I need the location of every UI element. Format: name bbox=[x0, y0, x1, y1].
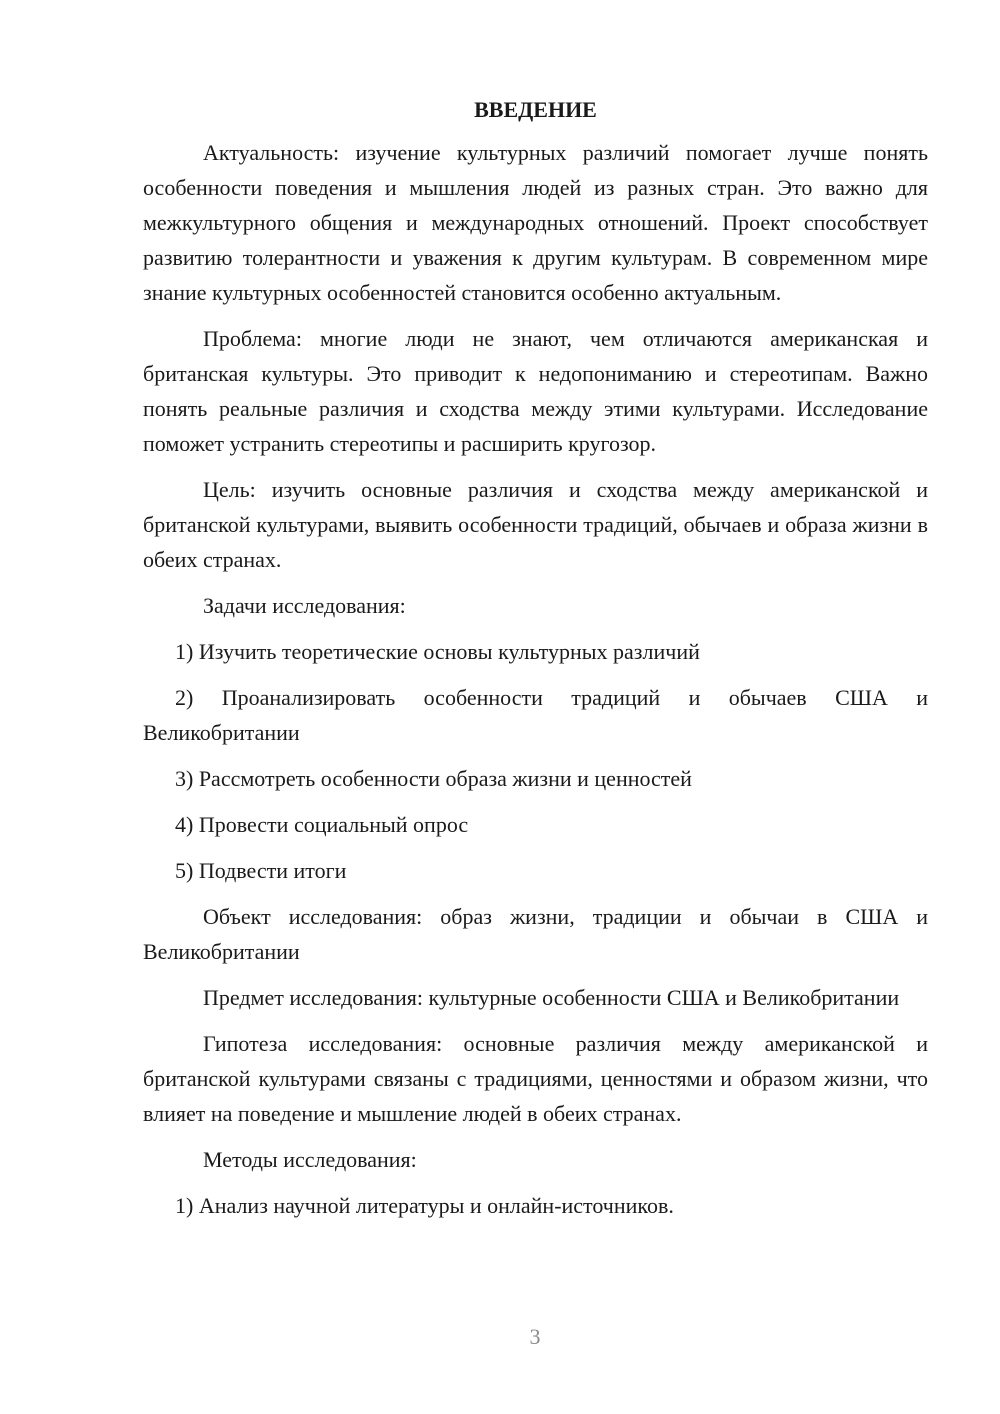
document-page bbox=[143, 92, 928, 1234]
paragraph-subject: Предмет исследования: культурные особенности США и Великобритании bbox=[203, 985, 900, 1010]
list-item-task-1: 1) Изучить теоретические основы культурных различий bbox=[175, 639, 700, 664]
paragraph-relevance: Актуальность: изучение культурных различий помогает лучше понять особенности поведения и мышления людей из разных стран. Это важно для межкультурного общения и международных отношений. Проект способствует развитию толерантности и уважения к другим культурам. В современном мире знание культурных особенностей становится особенно актуальным. bbox=[143, 140, 928, 305]
list-item-task-4: 4) Провести социальный опрос bbox=[175, 812, 469, 837]
list-item-task-3: 3) Рассмотреть особенности образа жизни и ценностей bbox=[175, 766, 692, 791]
paragraph-goal: Цель: изучить основные различия и сходства между американской и британской культурами, выявить особенности традиций, обычаев и образа жизни в обеих странах. bbox=[143, 477, 928, 572]
list-item-task-2: 2) Проанализировать особенности традиций и обычаев США и Великобритании bbox=[143, 685, 928, 745]
tasks-heading: Задачи исследования: bbox=[203, 593, 406, 618]
methods-heading: Методы исследования: bbox=[203, 1147, 417, 1172]
page-number: 3 bbox=[529, 1324, 541, 1349]
paragraph-object: Объект исследования: образ жизни, традиции и обычаи в США и Великобритании bbox=[143, 904, 928, 964]
paragraph-problem: Проблема: многие люди не знают, чем отличаются американская и британская культуры. Это приводит к недопониманию и стереотипам. Важно понять реальные различия и сходства между этими культурами. Исследование поможет устранить стереотипы и расширить кругозор. bbox=[143, 326, 928, 456]
list-item-method-1: 1) Анализ научной литературы и онлайн-источников. bbox=[175, 1193, 674, 1218]
page-title: ВВЕДЕНИЕ bbox=[474, 97, 597, 122]
paragraph-hypothesis: Гипотеза исследования: основные различия между американской и британской культурами связаны с традициями, ценностями и образом жизни, что влияет на поведение и мышление людей в обеих странах. bbox=[143, 1031, 928, 1126]
list-item-task-5: 5) Подвести итоги bbox=[175, 858, 347, 883]
